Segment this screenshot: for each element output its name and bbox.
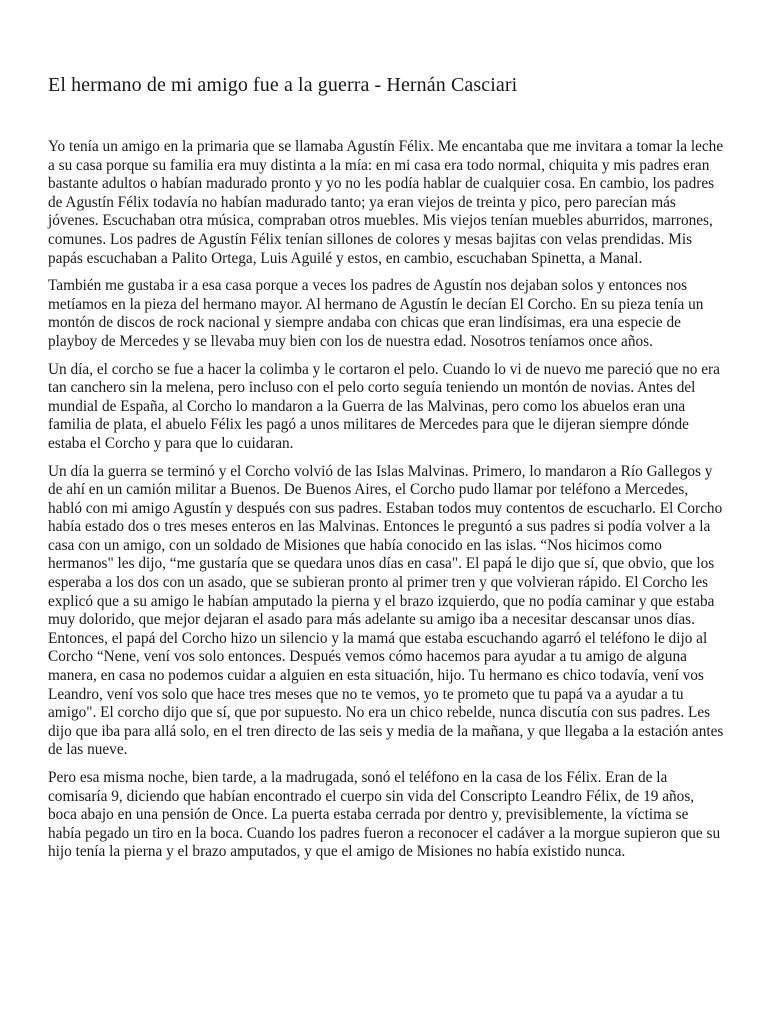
document-title: El hermano de mi amigo fue a la guerra - Hernán Casciari [48, 74, 518, 96]
document-body [48, 138, 724, 862]
paragraph-5: Pero esa misma noche, bien tarde, a la madrugada, sonó el teléfono en la casa de los Félix. Eran de la comisaría 9, diciendo que habían encontrado el cuerpo sin vida del Conscripto Leandro Félix, de 19 años, boca abajo en una pensión de Once. La puerta estaba cerrada por dentro y, previsiblemente, la víctima se había pegado un tiro en la boca. Cuando los padres fueron a reconocer el cadáver a la morgue supieron que su hijo tenía la pierna y el brazo amputados, y que el amigo de Misiones no había existido nunca. [48, 769, 721, 861]
paragraph-2: También me gustaba ir a esa casa porque a veces los padres de Agustín nos dejaban solos y entonces nos metíamos en la pieza del hermano mayor. Al hermano de Agustín le decían El Corcho. En su pieza tenía un montón de discos de rock nacional y siempre andaba con chicas que eran lindísimas, era una especie de playboy de Mercedes y se llevaba muy bien con los de nuestra edad. Nosotros teníamos once años. [48, 277, 704, 350]
paragraph-1: Yo tenía un amigo en la primaria que se llamaba Agustín Félix. Me encantaba que me invitara a tomar la leche a su casa porque su familia era muy distinta a la mía: en mi casa era todo normal, chiquita y mis padres eran bastante adultos o habían madurado pronto y yo no les podía hablar de cualquier cosa. En cambio, los padres de Agustín Félix todavía no habían madurado tanto; ya eran viejos de treinta y pico, pero parecían más jóvenes. Escuchaban otra música, compraban otros muebles. Mis viejos tenían muebles aburridos, marrones, comunes. Los padres de Agustín Félix tenían sillones de colores y mesas bajitas con velas prendidas. Mis papás escuchaban a Palito Ortega, Luis Aguilé y estos, en cambio, escuchaban Spinetta, a Manal. [48, 138, 724, 267]
paragraph-3: Un día, el corcho se fue a hacer la colimba y le cortaron el pelo. Cuando lo vi de nuevo me pareció que no era tan canchero sin la melena, pero incluso con el pelo corto seguía teniendo un montón de novias. Antes del mundial de España, al Corcho lo mandaron a la Guerra de las Malvinas, pero como los abuelos eran una familia de plata, el abuelo Félix les pagó a unos militares de Mercedes para que le dijeran siempre dónde estaba el Corcho y para que lo cuidaran. [48, 360, 720, 452]
document-page [48, 72, 724, 871]
paragraph-4: Un día la guerra se terminó y el Corcho volvió de las Islas Malvinas. Primero, lo mandaron a Río Gallegos y de ahí en un camión militar a Buenos. De Buenos Aires, el Corcho pudo llamar por teléfono a Mercedes, habló con mi amigo Agustín y después con sus padres. Estaban todos muy contentos de escucharlo. El Corcho había estado dos o tres meses enteros en las Malvinas. Entonces le preguntó a sus padres si podía volver a la casa con un amigo, con un soldado de Misiones que había conocido en las islas. “Nos hicimos como hermanos" les dijo, “me gustaría que se quedara unos días en casa". El papá le dijo que sí, que obvio, que los esperaba a los dos con un asado, que se subieran pronto al primer tren y que volvieran rápido. El Corcho les explicó que a su amigo le habían amputado la pierna y el brazo izquierdo, que no podía caminar y que estaba muy dolorido, que mejor dejaran el asado para más adelante su amigo iba a necesitar descansar unos días. Entonces, el papá del Corcho hizo un silencio y la mamá que estaba escuchando agarró el teléfono le dijo al Corcho “Nene, vení vos solo entonces. Después vemos cómo hacemos para ayudar a tu amigo de alguna manera, en casa no podemos cuidar a alguien en esta situación, hijo. Tu hermano es chico todavía, vení vos Leandro, vení vos solo que hace tres meses que no te vemos, yo te prometo que tu papá va a ayudar a tu amigo". El corcho dijo que sí, que por supuesto. No era un chico rebelde, nunca discutía con sus padres. Les dijo que iba para allá solo, en el tren directo de las seis y media de la mañana, y que llegaba a la estación antes de las nueve. [48, 462, 724, 759]
